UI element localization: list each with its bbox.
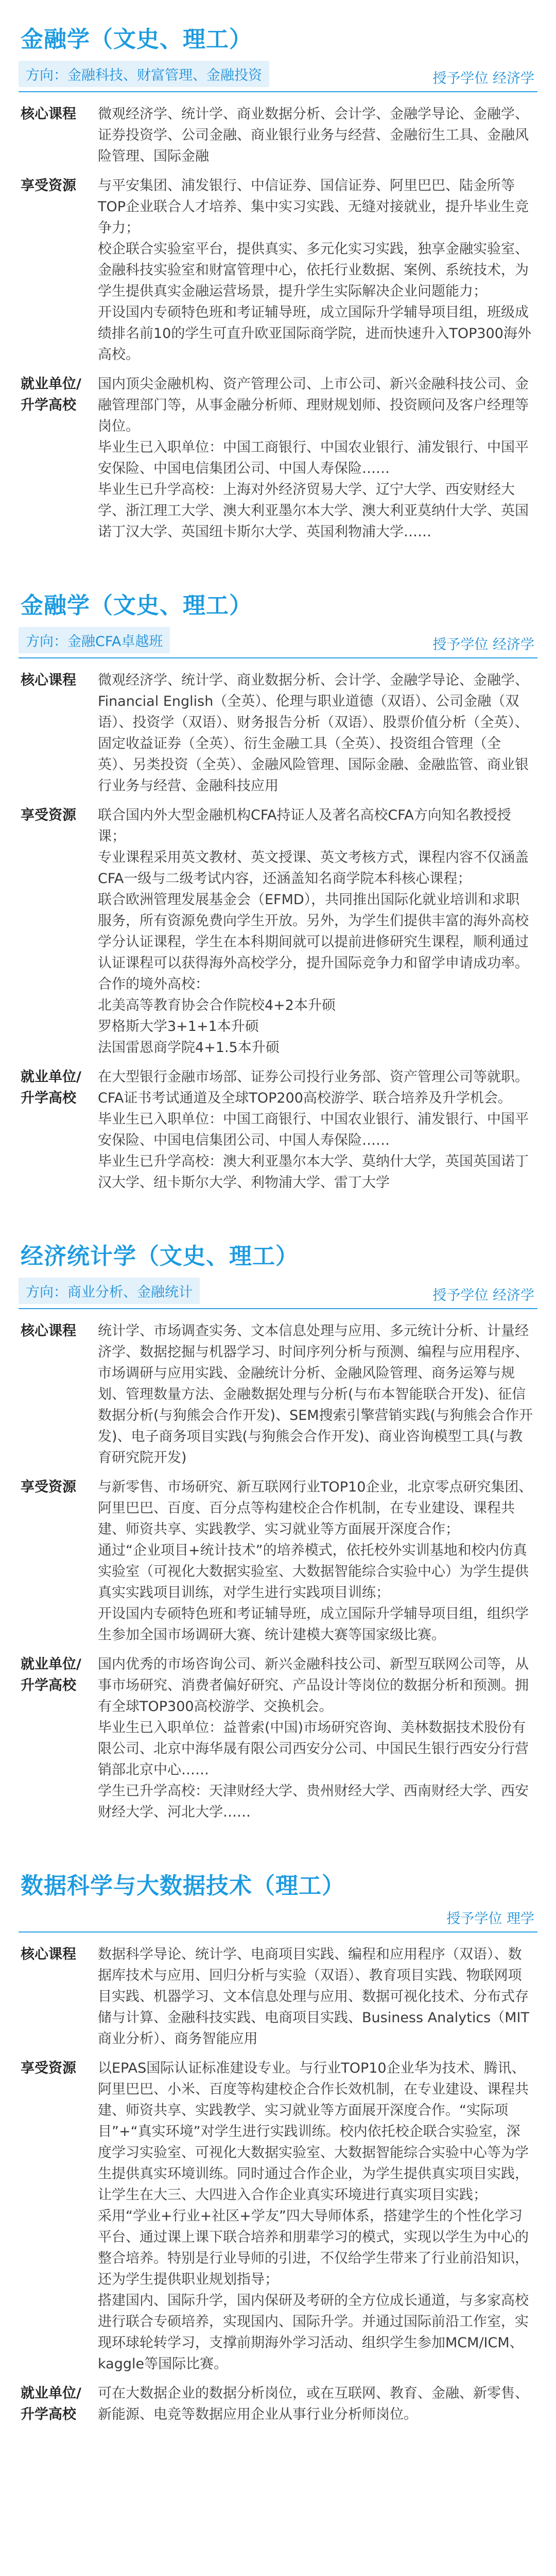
paragraph: 采用“学业+行业+社区+学友”四大导师体系，搭建学生的个性化学习平台、通过课上课下联合培养和朋辈学习的模式，实现以学生为中心的整合培养。特别是行业导师的引进，不仅给学生带来了行业前沿知识，还为学生提供职业规划指导； <box>98 2208 529 2287</box>
paragraph: 联合欧洲管理发展基金会（EFMD），共同推出国际化就业培训和求职服务，所有资源免费向学生开放。另外，为学生们提供丰富的海外高校学分认证课程，学生在本科期间就可以提前进修研究生课程，顺利通过认证课程可以获得海外高校学分，提升国际竞争力和留学申请成功率。 <box>98 892 529 971</box>
paragraph: 统计学、市场调查实务、文本信息处理与应用、多元统计分析、计量经济学、数据挖掘与机器学习、时间序列分析与预测、编程与应用程序、市场调研与应用实践、金融统计分析、金融风险管理、商务运筹与规划、管理数量方法、金融数据处理与分析(与布本智能联合开发)、征信数据分析(与狗熊会合作开发)、SEM搜索引擎营销实践(与狗熊会合作开发)、电子商务项目实践(与狗熊会合作开发)、商业咨询模型工具(与教育研究院开发) <box>98 1323 533 1466</box>
major-title: 金融学（文史、理工） <box>21 26 252 53</box>
major-section <box>19 587 537 1193</box>
info-row-courses <box>19 1944 537 2049</box>
info-row-employment <box>19 1066 537 1193</box>
row-label: 就业单位/ 升学高校 <box>21 1656 81 1693</box>
info-row-resources <box>19 2058 537 2375</box>
paragraph: 微观经济学、统计学、商业数据分析、会计学、金融学导论、金融学、Financial English（全英）、伦理与职业道德（双语）、公司金融（双语）、投资学（双语）、财务报告分析（双语）、股票价值分析（全英）、固定收益证券（全英）、衍生金融工具（全英）、投资组合管理（全英）、另类投资（全英）、金融风险管理、国际金融、金融监管、商业银行业务与经营、金融科技应用 <box>98 672 529 794</box>
paragraph: 毕业生已入职单位：中国工商银行、中国农业银行、浦发银行、中国平安保险、中国电信集团公司、中国人寿保险…… <box>98 439 529 477</box>
direction-tag: 方向：商业分析、金融统计 <box>19 1278 200 1304</box>
row-body <box>98 374 537 543</box>
row-label: 享受资源 <box>21 807 76 823</box>
paragraph: 校企联合实验室平台，提供真实、多元化实习实践，独享金融实验室、金融科技实验室和财富管理中心，依托行业数据、案例、系统技术，为学生提供真实金融运营场景，提升学生实际解决企业问题能力； <box>98 241 529 299</box>
row-label: 就业单位/ 升学高校 <box>21 2385 81 2422</box>
paragraph: 专业课程采用英文教材、英文授课、英文考核方式，课程内容不仅涵盖CFA一级与二级考试内容，还涵盖知名商学院本科核心课程； <box>98 850 529 887</box>
row-body <box>98 2058 537 2375</box>
info-row-employment <box>19 1654 537 1823</box>
paragraph: 毕业生已升学高校：澳大利亚墨尔本大学、莫纳什大学，英国英国诺丁汉大学、纽卡斯尔大学、利物浦大学、雷丁大学 <box>98 1154 529 1191</box>
major-meta <box>19 1907 537 1933</box>
paragraph: 毕业生已入职单位：益普索(中国)市场研究咨询、美林数据技术股份有限公司、北京中海华晟有限公司西安分公司、中国民生银行西安分行营销部北京中心…… <box>98 1720 529 1778</box>
degree-label: 授予学位 理学 <box>446 1911 534 1927</box>
info-row-employment <box>19 374 537 543</box>
info-row-courses <box>19 1320 537 1468</box>
major-section <box>19 1867 537 2425</box>
paragraph: 合作的境外高校： <box>98 976 209 992</box>
row-body <box>98 1320 537 1468</box>
direction-tag: 方向：金融CFA卓越班 <box>19 627 170 653</box>
row-body <box>98 175 537 365</box>
direction-tag: 方向：金融科技、财富管理、金融投资 <box>19 61 269 87</box>
major-meta <box>19 627 537 658</box>
row-label: 享受资源 <box>21 1479 76 1495</box>
info-row-courses <box>19 670 537 796</box>
paragraph: 毕业生已升学高校：上海对外经济贸易大学、辽宁大学、西安财经大学、浙江理工大学、澳大利亚墨尔本大学、澳大利亚莫纳什大学、英国诺丁汉大学、英国纽卡斯尔大学、英国利物浦大学…… <box>98 482 529 540</box>
major-section <box>19 21 537 543</box>
info-row-resources <box>19 805 537 1058</box>
degree-label: 授予学位 经济学 <box>432 71 534 87</box>
paragraph: 可在大数据企业的数据分析岗位，或在互联网、教育、金融、新零售、新能源、电竞等数据应用企业从事行业分析师岗位。 <box>98 2385 529 2422</box>
major-meta <box>19 1278 537 1309</box>
major-title: 金融学（文史、理工） <box>21 592 252 619</box>
degree-label: 授予学位 经济学 <box>432 637 534 653</box>
row-label: 核心课程 <box>21 1946 76 1962</box>
paragraph: 法国雷恩商学院4+1.5本升硕 <box>98 1040 280 1056</box>
paragraph: 北美高等教育协会合作院校4+2本升硕 <box>98 997 336 1013</box>
info-row-resources <box>19 1477 537 1646</box>
row-label: 享受资源 <box>21 178 76 194</box>
info-row-courses <box>19 104 537 167</box>
major-meta <box>19 61 537 92</box>
row-label: 就业单位/ 升学高校 <box>21 376 81 413</box>
row-label: 核心课程 <box>21 106 76 122</box>
paragraph: 开设国内专硕特色班和考证辅导班，成立国际升学辅导项目组，组织学生参加全国市场调研大赛、统计建模大赛等国家级比赛。 <box>98 1606 529 1643</box>
paragraph: 国内优秀的市场咨询公司、新兴金融科技公司、新型互联网公司等，从事市场研究、消费者偏好研究、产品设计等岗位的数据分析和预测。拥有全球TOP300高校游学、交换机会。 <box>98 1656 529 1715</box>
row-body <box>98 1944 537 2049</box>
paragraph: 罗格斯大学3+1+1本升硕 <box>98 1019 259 1035</box>
paragraph: 以EPAS国际认证标准建设专业。与行业TOP10企业华为技术、腾讯、阿里巴巴、小米、百度等构建校企合作长效机制，在专业建设、课程共建、师资共享、实践教学、实习就业等方面展开深度合作。“实际项目”+“真实环境”对学生进行实践训练。校内依托校企联合实验室，深度学习实验室、可视化大数据实验室、大数据智能综合实验中心等为学生提供真实环境训练。同时通过合作企业，为学生提供真实项目实践，让学生在大三、大四进入合作企业真实环境进行真实项目实践； <box>98 2060 529 2203</box>
paragraph: 通过“企业项目+统计技术”的培养模式，依托校外实训基地和校内仿真实验室（可视化大数据实验室、大数据智能综合实验中心）为学生提供真实实践项目训练，对学生进行实践项目训练； <box>98 1543 529 1601</box>
info-row-resources <box>19 175 537 365</box>
major-title: 经济统计学（文史、理工） <box>21 1243 299 1269</box>
row-body <box>98 670 537 796</box>
info-row-employment <box>19 2383 537 2425</box>
degree-label: 授予学位 经济学 <box>432 1287 534 1303</box>
row-body <box>98 805 537 1058</box>
row-body <box>98 1066 537 1193</box>
paragraph: 与新零售、市场研究、新互联网行业TOP10企业，北京零点研究集团、阿里巴巴、百度、百分点等构建校企合作机制，在专业建设、课程共建、师资共享、实践教学、实习就业等方面展开深度合作； <box>98 1479 533 1537</box>
paragraph: 搭建国内、国际升学，国内保研及考研的全方位成长通道，与多家高校进行联合专硕培养，实现国内、国际升学。并通过国际前沿工作室，实现环球轮转学习，支撑前期海外学习活动、组织学生参加MCM/ICM、kaggle等国际比赛。 <box>98 2293 529 2372</box>
row-body <box>98 1654 537 1823</box>
major-section <box>19 1238 537 1823</box>
paragraph: 与平安集团、浦发银行、中信证券、国信证券、阿里巴巴、陆金所等TOP企业联合人才培养、集中实习实践、无缝对接就业，提升毕业生竞争力； <box>98 178 529 236</box>
major-title: 数据科学与大数据技术（理工） <box>21 1873 345 1899</box>
paragraph: 在大型银行金融市场部、证券公司投行业务部、资产管理公司等就职。CFA证书考试通道及全球TOP200高校游学、联合培养及升学机会。 <box>98 1069 529 1106</box>
paragraph: 微观经济学、统计学、商业数据分析、会计学、金融学导论、金融学、证券投资学、公司金融、商业银行业务与经营、金融衍生工具、金融风险管理、国际金融 <box>98 106 529 164</box>
row-body <box>98 2383 537 2425</box>
paragraph: 开设国内专硕特色班和考证辅导班，成立国际升学辅导项目组，班级成绩排名前10的学生可直升欧亚国际商学院，进而快速升入TOP300海外高校。 <box>98 304 531 363</box>
paragraph: 国内顶尖金融机构、资产管理公司、上市公司、新兴金融科技公司、金融管理部门等，从事金融分析师、理财规划师、投资顾问及客户经理等岗位。 <box>98 376 529 434</box>
row-label: 核心课程 <box>21 1323 76 1339</box>
row-body <box>98 1477 537 1646</box>
paragraph: 毕业生已入职单位：中国工商银行、中国农业银行、浦发银行、中国平安保险、中国电信集团公司、中国人寿保险…… <box>98 1111 529 1148</box>
row-label: 享受资源 <box>21 2060 76 2076</box>
paragraph: 联合国内外大型金融机构CFA持证人及著名高校CFA方向知名教授授课； <box>98 807 511 844</box>
row-label: 就业单位/ 升学高校 <box>21 1069 81 1106</box>
row-body <box>98 104 537 167</box>
paragraph: 数据科学导论、统计学、电商项目实践、编程和应用程序（双语）、数据库技术与应用、回归分析与实验（双语）、教育项目实践、物联网项目实践、机器学习、文本信息处理与应用、数据可视化技术、分布式存储与计算、金融科技实践、电商项目实践、Business Analytics（MIT 商业分析）、商务智能应用 <box>98 1946 530 2047</box>
row-label: 核心课程 <box>21 672 76 688</box>
paragraph: 学生已升学高校：天津财经大学、贵州财经大学、西南财经大学、西安财经大学、河北大学…… <box>98 1783 529 1820</box>
